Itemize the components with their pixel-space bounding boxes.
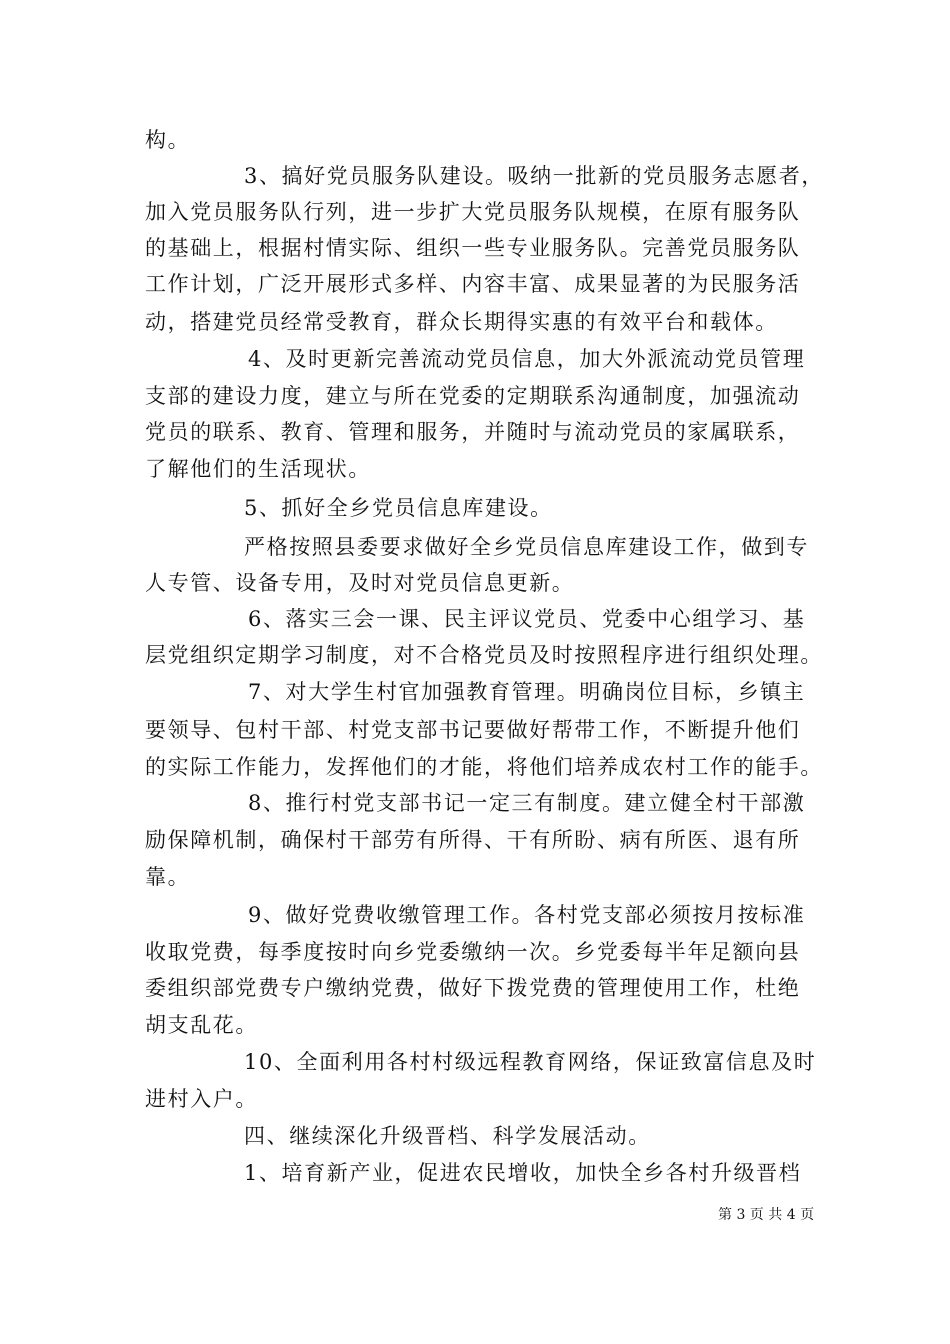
text-line: 人专管、设备专用，及时对党员信息更新。 [145,571,575,595]
text-line: 加入党员服务队行列，进一步扩大党员服务队规模，在原有服务队 [145,200,801,224]
text-line: 层党组织定期学习制度，对不合格党员及时按照程序进行组织处理。 [145,643,823,667]
text-line: 3、搞好党员服务队建设。吸纳一批新的党员服务志愿者， [244,164,824,188]
text-line: 动，搭建党员经常受教育，群众长期得实惠的有效平台和载体。 [145,310,778,334]
text-line: 8、推行村党支部书记一定三有制度。建立健全村干部激 [248,791,806,815]
text-line: 党员的联系、教育、管理和服务，并随时与流动党员的家属联系， [145,420,801,444]
text-line: 5、抓好全乡党员信息库建设。 [244,496,553,520]
text-line: 胡支乱花。 [145,1013,258,1037]
text-line: 7、对大学生村官加强教育管理。明确岗位目标，乡镇主 [248,680,806,704]
text-line: 支部的建设力度，建立与所在党委的定期联系沟通制度，加强流动 [145,384,801,408]
text-line: 9、做好党费收缴管理工作。各村党支部必须按月按标准 [248,903,806,927]
page-number-footer: 第 3 页 共 4 页 [718,1207,815,1223]
text-line: 4、及时更新完善流动党员信息，加大外派流动党员管理 [248,347,806,371]
text-line: 要领导、包村干部、村党支部书记要做好帮带工作，不断提升他们 [145,718,801,742]
text-line: 10、全面利用各村村级远程教育网络，保证致富信息及时 [244,1050,817,1074]
text-line: 的基础上，根据村情实际、组织一些专业服务队。完善党员服务队 [145,236,801,260]
text-line: 6、落实三会一课、民主评议党员、党委中心组学习、基 [248,607,806,631]
text-line: 收取党费，每季度按时向乡党委缴纳一次。乡党委每半年足额向县 [145,940,801,964]
text-line: 工作计划，广泛开展形式多样、内容丰富、成果显著的为民服务活 [145,272,801,296]
text-line: 严格按照县委要求做好全乡党员信息库建设工作，做到专 [244,535,809,559]
text-line: 委组织部党费专户缴纳党费，做好下拨党费的管理使用工作，杜绝 [145,976,801,1000]
text-line: 构。 [145,128,191,152]
text-line: 靠。 [145,865,191,889]
text-line: 1、培育新产业，促进农民增收，加快全乡各村升级晋档 [244,1161,802,1185]
text-line: 的实际工作能力，发挥他们的才能，将他们培养成农村工作的能手。 [145,755,823,779]
text-line: 进村入户。 [145,1087,258,1111]
text-line: 了解他们的生活现状。 [145,457,371,481]
text-line: 励保障机制，确保村干部劳有所得、干有所盼、病有所医、退有所 [145,828,801,852]
text-line: 四、继续深化升级晋档、科学发展活动。 [244,1124,651,1148]
